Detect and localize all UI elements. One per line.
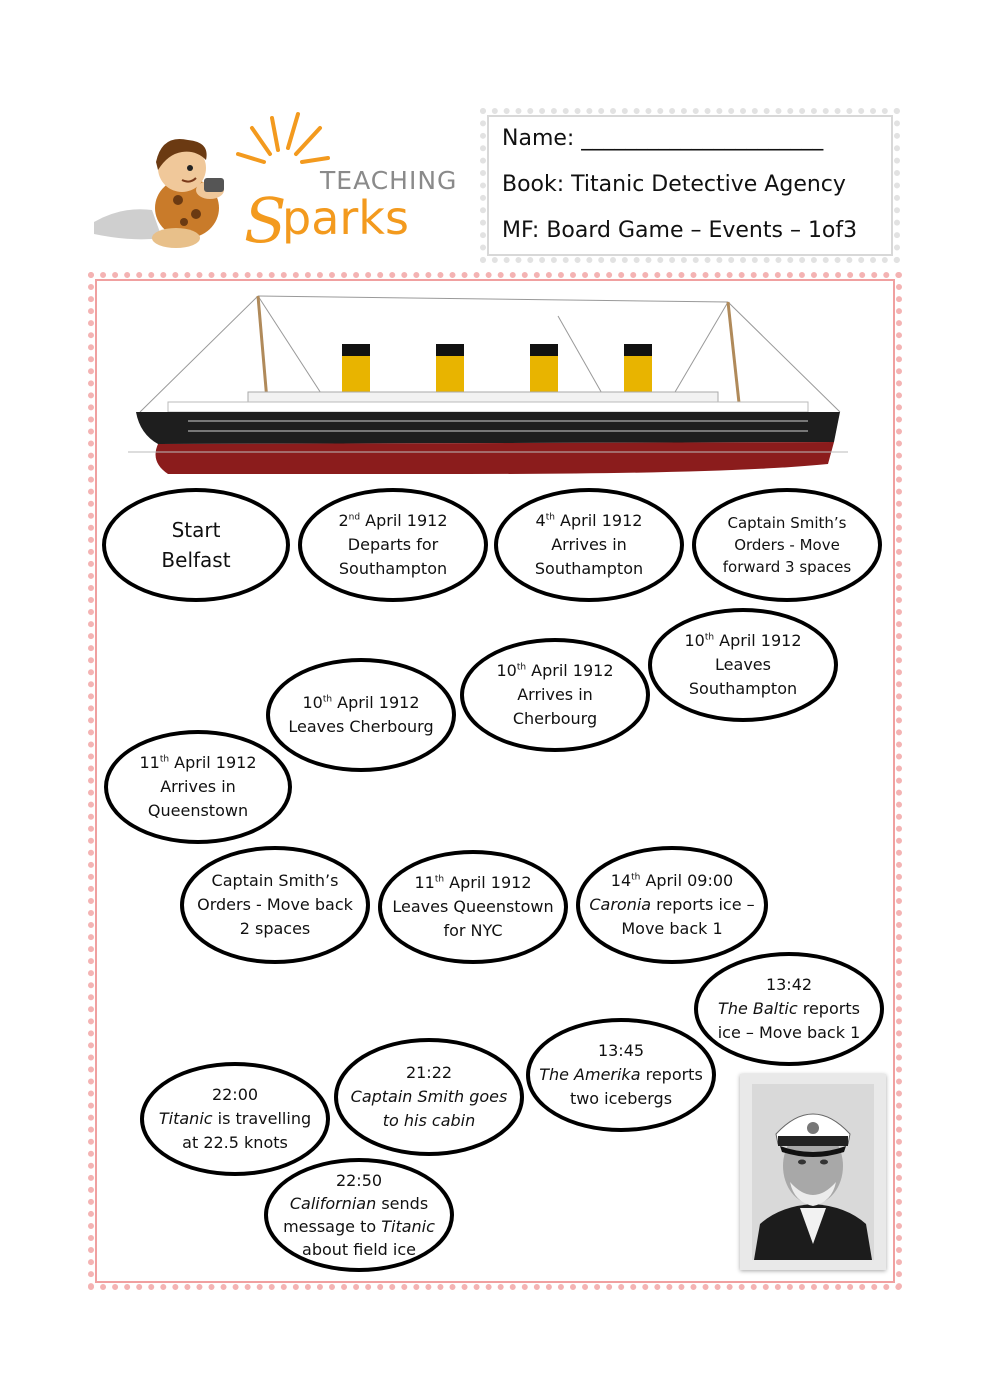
logo-sparks-text: S: [244, 184, 287, 257]
event-time: 13:45: [597, 1041, 645, 1060]
event-line: ice – Move back 1: [717, 1023, 861, 1042]
event-line: Arrives in: [160, 777, 236, 796]
teaching-sparks-logo: [92, 110, 464, 260]
event-line: The Amerika reports: [539, 1065, 703, 1084]
captain-smith-portrait: [740, 1074, 886, 1270]
event-line: Orders - Move: [734, 536, 840, 554]
event-line: Departs for: [347, 535, 439, 554]
event-arrives-cherbourg[interactable]: [460, 638, 650, 752]
event-leaves-southampton[interactable]: [648, 608, 838, 722]
event-line: about field ice: [302, 1240, 416, 1259]
event-titanic-speed[interactable]: [140, 1062, 330, 1176]
event-time: 13:42: [765, 975, 813, 994]
event-line: Captain Smith’s: [211, 871, 339, 890]
event-line: Titanic is travelling: [158, 1109, 312, 1128]
event-orders-forward-3[interactable]: [692, 488, 882, 602]
event-line: Orders - Move back: [197, 895, 353, 914]
event-line: Arrives in: [551, 535, 627, 554]
event-line: Leaves Cherbourg: [288, 717, 434, 736]
event-line: Californian sends: [289, 1194, 429, 1213]
titanic-ship-illustration: [128, 294, 848, 484]
student-info-box: [480, 108, 900, 263]
event-date: 10th April 1912: [302, 693, 420, 712]
event-line: Cherbourg: [512, 709, 598, 728]
event-date: 14th April 09:00: [610, 871, 734, 890]
event-date: 4th April 1912: [535, 511, 643, 530]
event-line: Belfast: [161, 548, 231, 572]
event-start-belfast[interactable]: [102, 488, 290, 602]
event-line: Captain Smith goes: [350, 1087, 508, 1106]
book-title: Book: Titanic Detective Agency: [502, 172, 846, 197]
event-line: Leaves: [715, 655, 771, 674]
event-line: to his cabin: [382, 1111, 476, 1130]
event-time: 22:00: [211, 1085, 259, 1104]
event-date: 2nd April 1912: [338, 511, 448, 530]
event-line: Captain Smith’s: [727, 514, 847, 532]
event-leaves-cherbourg[interactable]: [266, 658, 456, 772]
event-line: Start: [171, 518, 221, 542]
event-arrives-queenstown[interactable]: [104, 730, 292, 844]
event-departs-southampton[interactable]: [298, 488, 488, 602]
event-line: Southampton: [688, 679, 798, 698]
event-line: 2 spaces: [239, 919, 311, 938]
event-line: Arrives in: [517, 685, 593, 704]
event-leaves-queenstown[interactable]: [378, 850, 568, 964]
event-line: Caronia reports ice –: [589, 895, 755, 914]
event-line: Leaves Queenstown: [392, 897, 554, 916]
event-orders-back-2[interactable]: [180, 846, 370, 964]
logo-teaching-text: TEACHING: [320, 166, 458, 195]
event-line: message to Titanic: [283, 1217, 435, 1236]
event-line: Queenstown: [147, 801, 249, 820]
event-smith-cabin[interactable]: [334, 1038, 524, 1156]
event-line: Southampton: [534, 559, 644, 578]
svg-text:parks: parks: [282, 191, 409, 245]
event-date: 11th April 1912: [139, 753, 257, 772]
event-time: 22:50: [335, 1171, 383, 1190]
event-line: at 22.5 knots: [182, 1133, 288, 1152]
event-date: 11th April 1912: [414, 873, 532, 892]
event-line: for NYC: [443, 921, 503, 940]
event-line: two icebergs: [569, 1089, 673, 1108]
worksheet-title: MF: Board Game – Events – 1of3: [502, 218, 858, 243]
name-field-label[interactable]: Name: ______________________: [502, 126, 824, 151]
event-line: Move back 1: [621, 919, 723, 938]
event-line: Southampton: [338, 559, 448, 578]
event-arrives-southampton[interactable]: [494, 488, 684, 602]
event-line: The Baltic reports: [718, 999, 860, 1018]
event-line: forward 3 spaces: [722, 558, 852, 576]
event-date: 10th April 1912: [496, 661, 614, 680]
event-amerika-icebergs[interactable]: [526, 1018, 716, 1132]
event-californian-message[interactable]: [264, 1158, 454, 1272]
event-baltic-ice[interactable]: [694, 952, 884, 1066]
event-caronia-ice[interactable]: [576, 846, 768, 964]
event-date: 10th April 1912: [684, 631, 802, 650]
event-time: 21:22: [405, 1063, 453, 1082]
